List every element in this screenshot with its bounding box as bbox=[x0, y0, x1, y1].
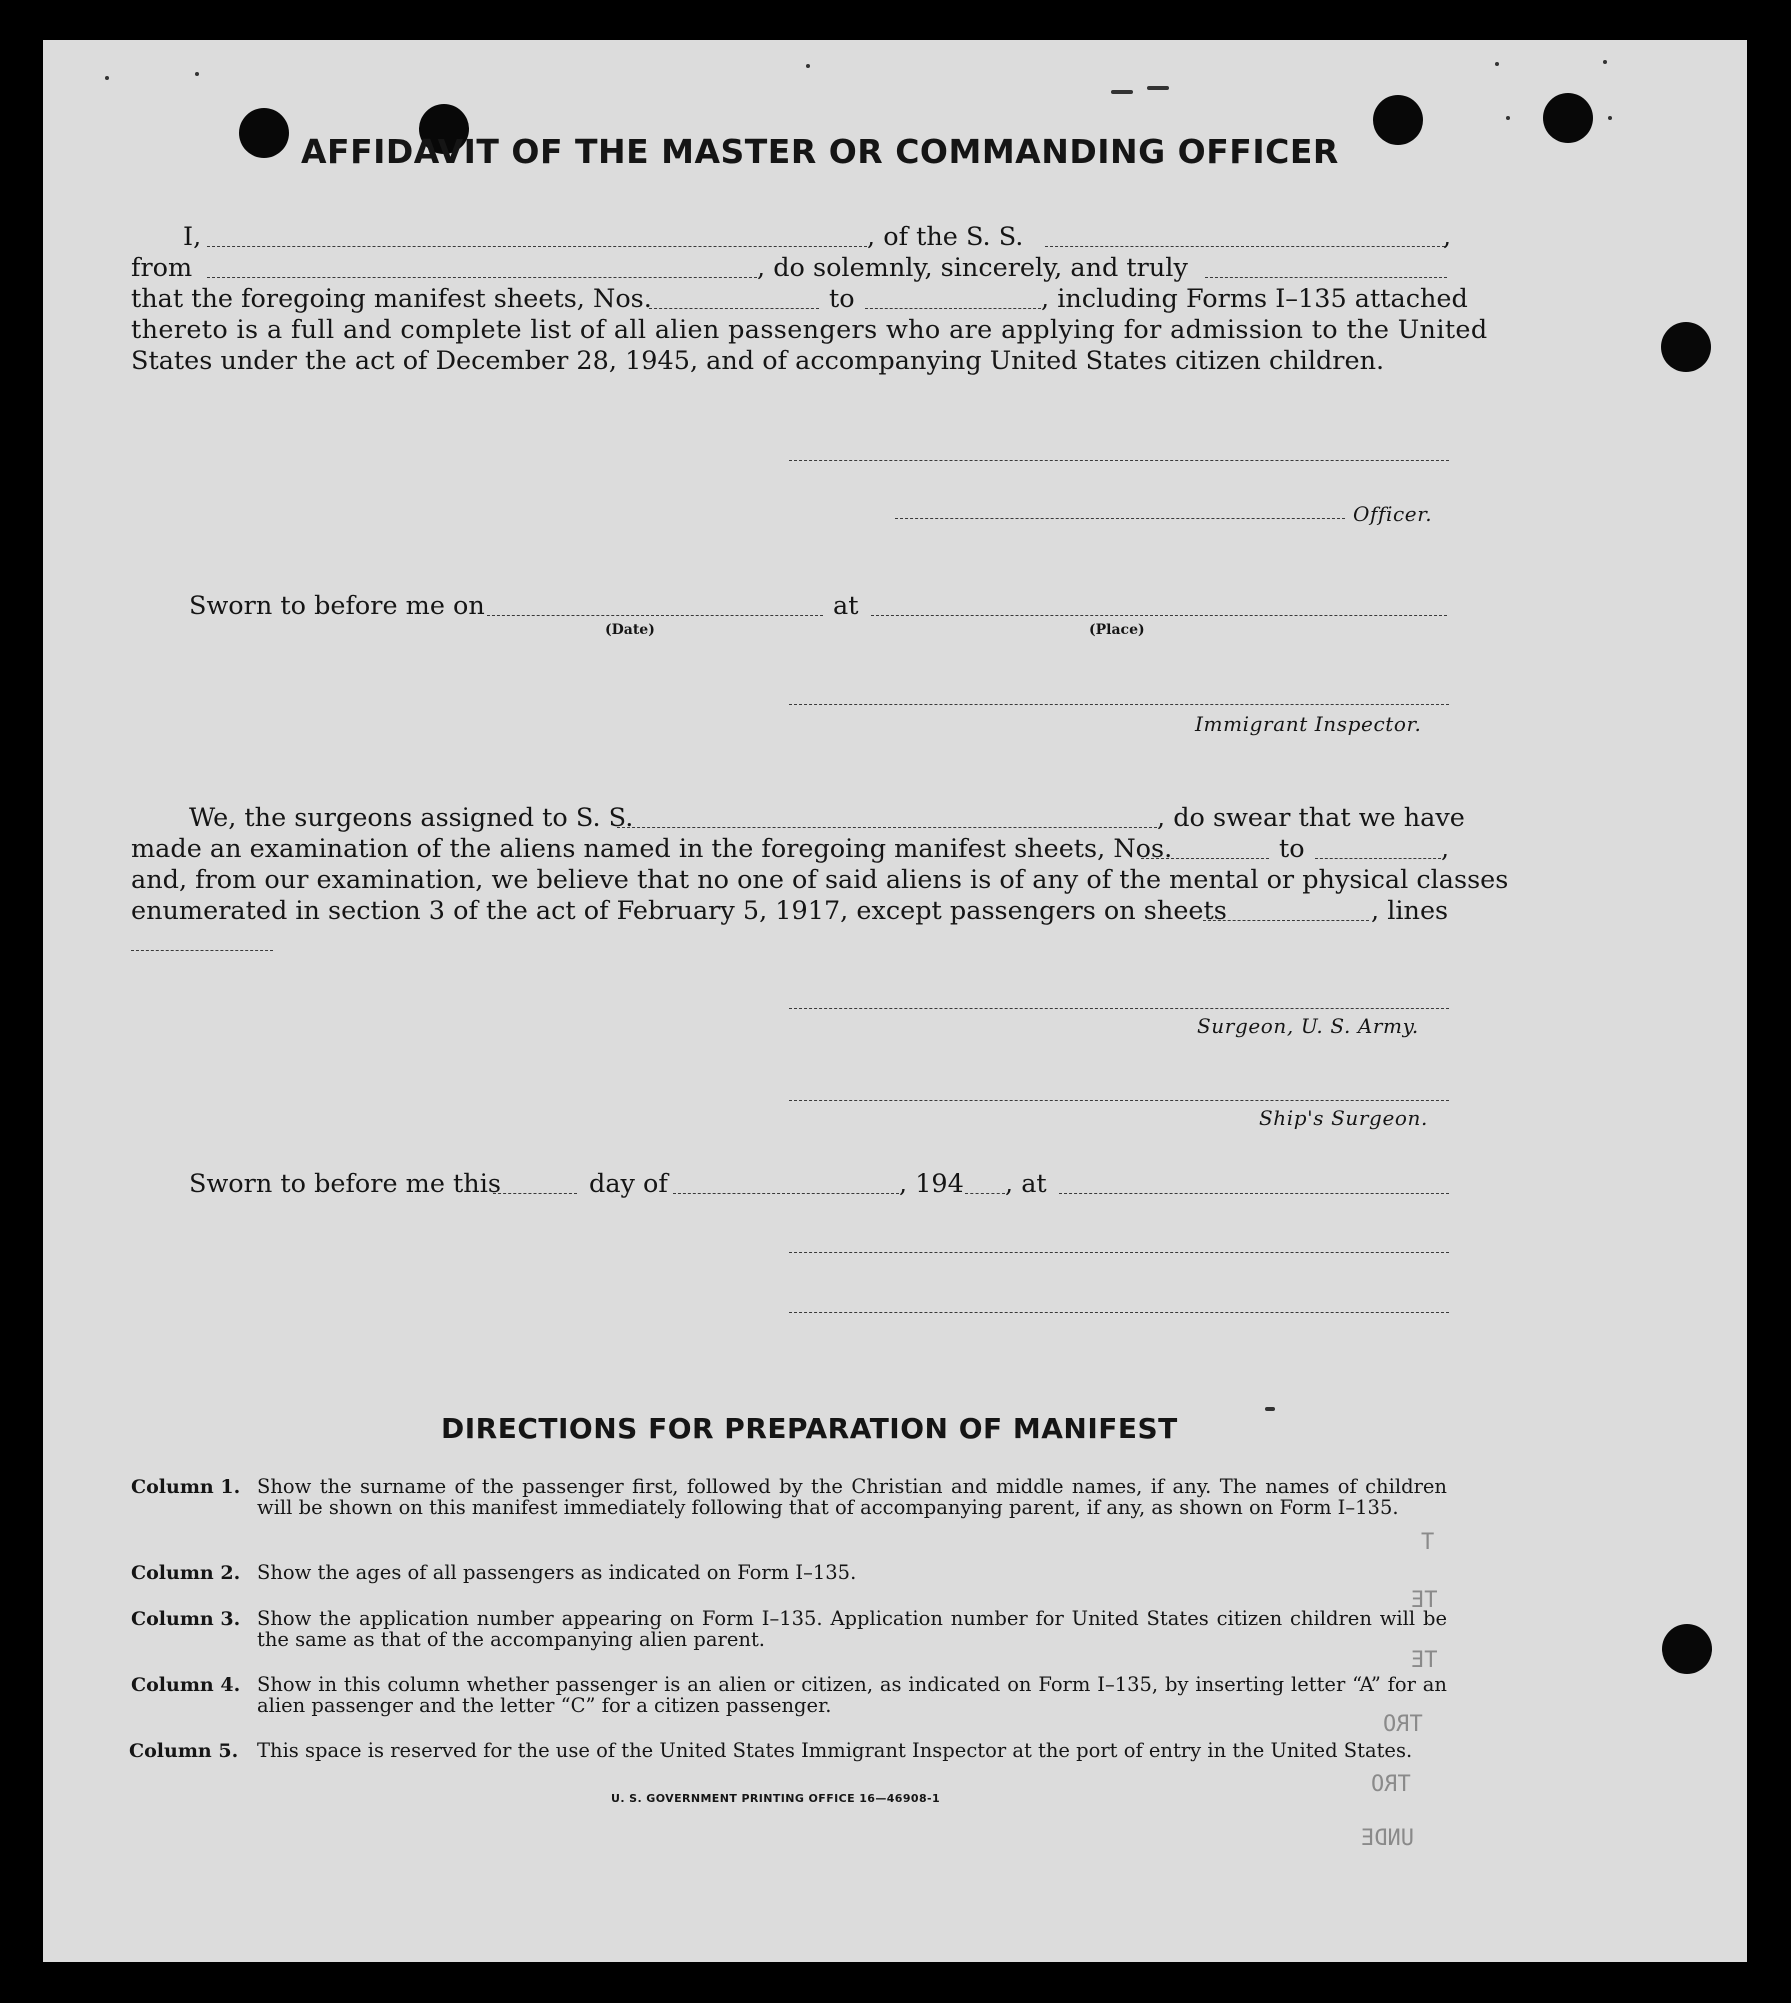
affidavit-line-5: States under the act of December 28, 1945, and of accompanying United States citizen children. bbox=[131, 346, 1385, 376]
surgeons-line-2: made an examination of the aliens named in the foregoing manifest sheets, Nos. bbox=[131, 834, 1173, 864]
column-2-label: Column 2. bbox=[131, 1562, 241, 1584]
place-caption: (Place) bbox=[1089, 622, 1145, 638]
from-blank bbox=[207, 277, 757, 278]
swear-label: , do swear that we have bbox=[1157, 803, 1465, 833]
ship-surgeon-caption: Ship's Surgeon. bbox=[1259, 1106, 1428, 1130]
printer-imprint: U. S. GOVERNMENT PRINTING OFFICE 16—46908-1 bbox=[611, 1792, 941, 1805]
sworn-place-blank bbox=[1059, 1193, 1449, 1194]
surgeon-comma: , bbox=[1441, 834, 1450, 864]
speck bbox=[1265, 1407, 1275, 1411]
surgeon-ship-blank bbox=[617, 827, 1157, 828]
year-label: , 194 bbox=[899, 1169, 964, 1199]
signature-line-3 bbox=[789, 1312, 1449, 1313]
surgeon-to-label: to bbox=[1279, 834, 1305, 864]
to-label: to bbox=[829, 284, 855, 314]
document-page bbox=[43, 40, 1747, 1962]
affidavit-line-1 bbox=[183, 222, 201, 252]
sworn-at-label: , at bbox=[1005, 1169, 1047, 1199]
affidavit-line-4: thereto is a full and complete list of all alien passengers who are applying for admission to the United bbox=[131, 315, 1488, 345]
surgeon-sheets-to-blank bbox=[1315, 858, 1441, 859]
date-caption: (Date) bbox=[605, 622, 655, 638]
punch-hole bbox=[1543, 93, 1593, 143]
exception-lines-blank bbox=[131, 950, 273, 951]
inspector-signature-line bbox=[789, 704, 1449, 705]
column-1-text: Show the surname of the passenger first, followed by the Christian and middle names, if any. The names of children will be shown on this manifest immediately following that of accompanying parent, if any, as shown on Form I–135. bbox=[257, 1475, 1447, 1519]
column-4-text: Show in this column whether passenger is an alien or citizen, as indicated on Form I–135, by inserting letter “A” for an alien passenger and the letter “C” for a citizen passenger. bbox=[257, 1673, 1447, 1717]
oath-blank bbox=[1205, 277, 1447, 278]
name-blank bbox=[207, 246, 867, 247]
sworn-this-label: Sworn to before me this bbox=[189, 1169, 501, 1199]
speck bbox=[195, 72, 199, 76]
speck bbox=[1506, 116, 1510, 120]
column-5-text: This space is reserved for the use of the United States Immigrant Inspector at the port of entry in the United States. bbox=[257, 1739, 1413, 1762]
column-5-label: Column 5. bbox=[129, 1740, 239, 1762]
from-label: from bbox=[131, 253, 193, 283]
speck bbox=[1608, 116, 1612, 120]
column-4-label: Column 4. bbox=[131, 1674, 241, 1696]
bleed-through-text: TE bbox=[1411, 1588, 1438, 1613]
manifest-sheets-label: that the foregoing manifest sheets, Nos. bbox=[131, 284, 652, 314]
bleed-through-text: TRO bbox=[1371, 1772, 1411, 1797]
inspector-caption: Immigrant Inspector. bbox=[1195, 712, 1422, 736]
punch-hole bbox=[1373, 95, 1423, 145]
bleed-through-text: TE bbox=[1411, 1648, 1438, 1673]
surgeons-line-3: and, from our examination, we believe that no one of said aliens is of any of the mental or physical classes bbox=[131, 865, 1509, 895]
column-2-text: Show the ages of all passengers as indicated on Form I–135. bbox=[257, 1561, 857, 1584]
surgeons-line-4: enumerated in section 3 of the act of February 5, 1917, except passengers on sheets bbox=[131, 896, 1227, 926]
punch-hole bbox=[1662, 1624, 1712, 1674]
surgeon-sheets-from-blank bbox=[1141, 858, 1269, 859]
year-blank bbox=[965, 1193, 1005, 1194]
speck bbox=[1147, 86, 1169, 90]
speck bbox=[806, 64, 810, 68]
speck bbox=[1111, 90, 1133, 94]
column-1-label: Column 1. bbox=[131, 1476, 241, 1498]
officer-signature-line bbox=[895, 518, 1345, 519]
signature-line bbox=[789, 460, 1449, 461]
punch-hole bbox=[1661, 322, 1711, 372]
army-surgeon-caption: Surgeon, U. S. Army. bbox=[1197, 1014, 1419, 1038]
day-blank bbox=[493, 1193, 577, 1194]
surgeons-label: We, the surgeons assigned to S. S. bbox=[189, 803, 634, 833]
bleed-through-text: T bbox=[1421, 1530, 1435, 1555]
ship-surgeon-signature-line bbox=[789, 1100, 1449, 1101]
i-label: I, bbox=[183, 222, 202, 252]
bleed-through-text: UNDE bbox=[1361, 1826, 1414, 1851]
place-blank bbox=[871, 615, 1447, 616]
exception-sheets-blank bbox=[1203, 920, 1369, 921]
comma: , bbox=[1443, 222, 1452, 252]
signature-line-2 bbox=[789, 1252, 1449, 1253]
bleed-through-text: TRO bbox=[1383, 1712, 1423, 1737]
date-blank bbox=[487, 615, 823, 616]
page-title: AFFIDAVIT OF THE MASTER OR COMMANDING OFFICER bbox=[301, 132, 1339, 171]
column-3-label: Column 3. bbox=[131, 1608, 241, 1630]
lines-label: , lines bbox=[1371, 896, 1449, 926]
sworn-label: Sworn to before me on bbox=[189, 591, 485, 621]
day-of-label: day of bbox=[589, 1169, 668, 1199]
directions-title: DIRECTIONS FOR PREPARATION OF MANIFEST bbox=[441, 1412, 1178, 1445]
ship-name-blank bbox=[1045, 246, 1445, 247]
officer-caption: Officer. bbox=[1353, 502, 1433, 526]
including-label: , including Forms I–135 attached bbox=[1041, 284, 1468, 314]
at-label: at bbox=[833, 591, 859, 621]
sheets-from-blank bbox=[649, 308, 819, 309]
of-ss-label: , of the S. S. bbox=[867, 222, 1024, 252]
speck bbox=[105, 76, 109, 80]
speck bbox=[1495, 62, 1499, 66]
sheets-to-blank bbox=[865, 308, 1041, 309]
month-blank bbox=[673, 1193, 899, 1194]
solemnly-label: , do solemnly, sincerely, and truly bbox=[757, 253, 1188, 283]
army-surgeon-signature-line bbox=[789, 1008, 1449, 1009]
punch-hole bbox=[239, 108, 289, 158]
column-3-text: Show the application number appearing on Form I–135. Application number for United States citizen children will be the same as that of the accompanying alien parent. bbox=[257, 1607, 1447, 1651]
speck bbox=[1603, 60, 1607, 64]
